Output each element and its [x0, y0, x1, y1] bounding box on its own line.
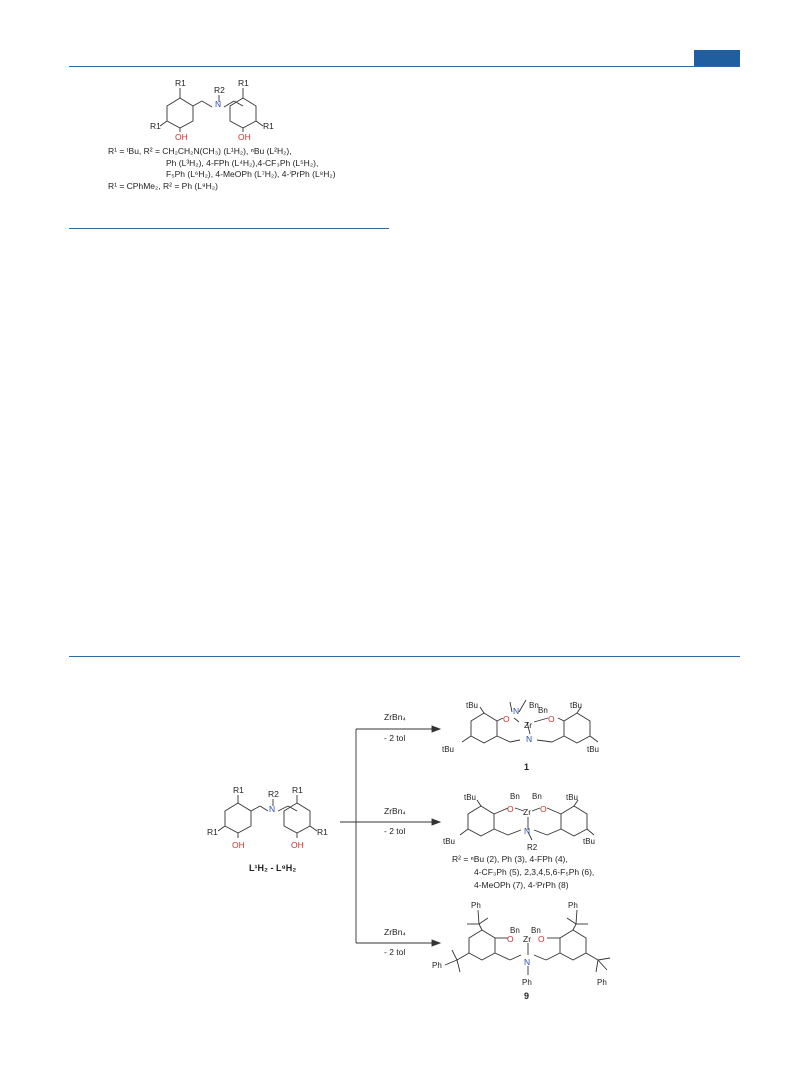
scheme-oh-right: OH: [291, 840, 304, 850]
p9-o-right: O: [538, 934, 545, 944]
reagent-label-3: ZrBn₄: [384, 927, 406, 937]
r1-label-right: R1: [263, 121, 274, 131]
byproduct-label-1: - 2 tol: [384, 733, 406, 743]
p2-legend-1: R² = ⁿBu (2), Ph (3), 4-FPh (4),: [452, 854, 568, 864]
p9-bn-1: Bn: [510, 926, 520, 935]
byproduct-label-2: - 2 tol: [384, 826, 406, 836]
legend-line-2: Ph (L³H₂), 4-FPh (L⁴H₂),4-CF₃Ph (L⁵H₂),: [166, 157, 319, 168]
n-atom: N: [215, 99, 222, 109]
product-1-label: 1: [524, 762, 530, 772]
scheme-r2: R2: [268, 789, 279, 799]
scheme-n: N: [269, 804, 276, 814]
p2-bn-1: Bn: [510, 792, 520, 801]
p1-tbu-top-left: tBu: [466, 701, 479, 710]
figure1-legend: [108, 146, 336, 192]
p9-ph-n: Ph: [522, 978, 532, 987]
p2-legend-2: 4-CF₃Ph (5), 2,3,4,5,6-F₅Ph (6),: [474, 867, 595, 877]
legend-line-1: R¹ = ᵗBu, R² = CH₂CH₂N(CH₃) (L¹H₂), ⁿBu (L²H₂),: [108, 146, 292, 156]
p9-ph-top-left: Ph: [471, 901, 481, 910]
p2-tbu-top-right: tBu: [566, 793, 579, 802]
p1-n-top: N: [513, 706, 520, 716]
p9-ph-top-right: Ph: [568, 901, 578, 910]
p2-n: N: [524, 826, 531, 836]
ligand-range-label: L¹H₂ - L⁹H₂: [249, 863, 297, 873]
p1-bn-2: Bn: [538, 706, 548, 715]
scheme-r1-right: R1: [317, 827, 328, 837]
p2-bn-2: Bn: [532, 792, 542, 801]
p2-o-left: O: [507, 804, 514, 814]
ligand-structure-scheme: [218, 795, 317, 838]
reagent-label-2: ZrBn₄: [384, 806, 406, 816]
p9-bn-2: Bn: [531, 926, 541, 935]
p9-n: N: [524, 957, 531, 967]
r2-label: R2: [214, 85, 225, 95]
p2-zr: Zr: [523, 807, 532, 817]
product-9-label: 9: [524, 991, 530, 1001]
p1-n-bottom: N: [526, 734, 533, 744]
p1-tbu-bottom-right: tBu: [587, 745, 600, 754]
p9-zr: Zr: [523, 934, 532, 944]
reaction-arrows: [340, 726, 440, 946]
legend-line-3: F₅Ph (L⁶H₂), 4-MeOPh (L⁷H₂), 4-ⁱPrPh (L⁸H₂): [166, 169, 336, 179]
scheme-oh-left: OH: [232, 840, 245, 850]
scheme-r1-top-right: R1: [292, 785, 303, 795]
scheme-r1-left: R1: [207, 827, 218, 837]
p1-o-left: O: [503, 714, 510, 724]
p1-tbu-bottom-left: tBu: [442, 745, 455, 754]
p2-r2: R2: [527, 843, 538, 852]
oh-left: OH: [175, 132, 188, 142]
scheme-r1-top-left: R1: [233, 785, 244, 795]
oh-right: OH: [238, 132, 251, 142]
reagent-label-1: ZrBn₄: [384, 712, 406, 722]
p2-tbu-bottom-right: tBu: [583, 837, 596, 846]
r1-label-left: R1: [150, 121, 161, 131]
ligand-structure-top: [160, 88, 263, 132]
p1-tbu-top-right: tBu: [570, 701, 583, 710]
p2-o-right: O: [540, 804, 547, 814]
p1-o-right: O: [548, 714, 555, 724]
p1-bn-1: Bn: [529, 701, 539, 710]
p9-ph-left: Ph: [432, 961, 442, 970]
p2-tbu-top-left: tBu: [464, 793, 477, 802]
p9-o-left: O: [507, 934, 514, 944]
p9-ph-right: Ph: [597, 978, 607, 987]
p2-legend-3: 4-MeOPh (7), 4-ⁱPrPh (8): [474, 880, 569, 890]
r1-label-top-right: R1: [238, 78, 249, 88]
byproduct-label-3: - 2 tol: [384, 947, 406, 957]
p2-tbu-bottom-left: tBu: [443, 837, 456, 846]
p1-zr: Zr: [524, 720, 533, 730]
legend-line-4: R¹ = CPhMe₂, R² = Ph (L⁹H₂): [108, 180, 218, 191]
r1-label-top-left: R1: [175, 78, 186, 88]
